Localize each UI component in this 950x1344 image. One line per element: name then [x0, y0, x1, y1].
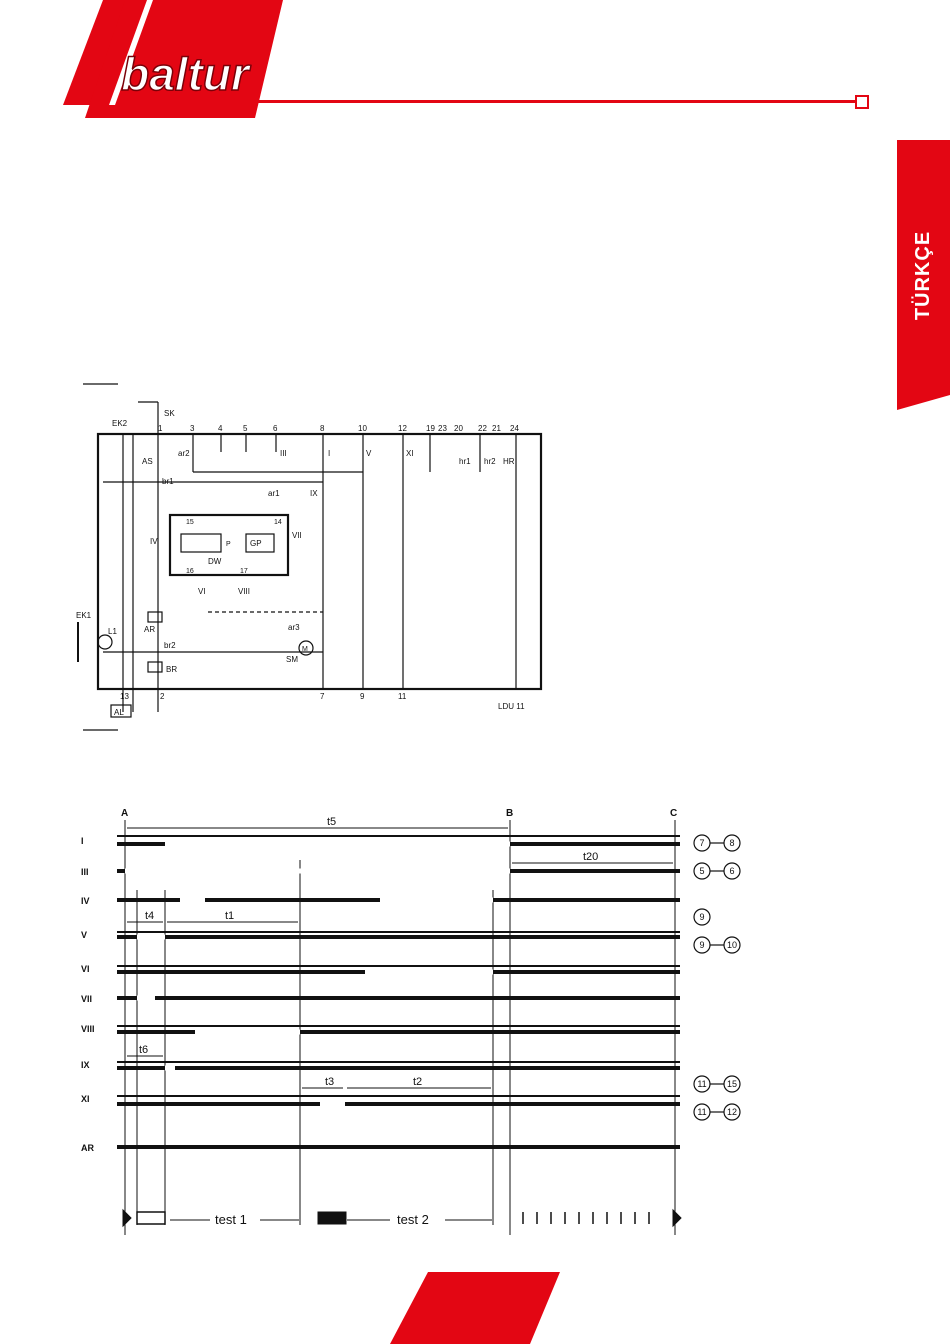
terminal-top: 6: [273, 424, 278, 433]
terminal-top: 3: [190, 424, 195, 433]
language-tab-label-wrap: [897, 140, 950, 410]
diagram-label-i: I: [328, 449, 331, 458]
inner-terminal: 14: [274, 519, 282, 526]
terminal-top: 1: [158, 424, 163, 433]
diagram-label-xi: XI: [406, 449, 414, 458]
row-label: IV: [81, 896, 90, 906]
ref-number: 8: [729, 838, 735, 848]
ref-number: 11: [697, 1079, 707, 1089]
terminal-top: 23: [438, 424, 447, 433]
inner-terminal: 16: [186, 568, 194, 575]
interval-t3: t3: [325, 1076, 335, 1088]
interval-arrows: [127, 828, 673, 1088]
header-rule: [258, 100, 856, 103]
footer-page-tab: [390, 1272, 560, 1344]
terminal-top: 12: [398, 424, 407, 433]
diagram-label-vii: VII: [292, 531, 302, 540]
diagram-label-as: AS: [142, 457, 153, 466]
ref-number: 9: [699, 940, 705, 950]
terminal-top: 10: [358, 424, 367, 433]
terminal-top: 21: [492, 424, 501, 433]
diagram-label-iv: IV: [150, 537, 158, 546]
reference-circles: [694, 835, 740, 1120]
terminal-bottom: 2: [160, 692, 165, 701]
marker-lines: [125, 820, 675, 1235]
diagram-model-label: LDU 11: [498, 702, 525, 711]
interval-t4: t4: [145, 910, 155, 922]
terminal-top: 8: [320, 424, 325, 433]
terminal-top: 4: [218, 424, 223, 433]
ref-number: 9: [699, 912, 705, 922]
phase-test-1: test 1: [215, 1212, 247, 1227]
diagram-label-gp: GP: [250, 539, 262, 548]
ref-number: 6: [729, 866, 735, 876]
diagram-label-vi: VI: [198, 587, 206, 596]
diagram-label-v: V: [366, 449, 372, 458]
marker-b: B: [506, 808, 514, 819]
diagram-label-br2: br2: [164, 641, 176, 650]
wiring-diagram: [78, 372, 538, 742]
inner-box-terminals: [186, 519, 282, 575]
diagram-label-hr1: hr1: [459, 457, 471, 466]
terminal-bottom: 9: [360, 692, 365, 701]
marker-labels: [121, 808, 677, 819]
interval-t2: t2: [413, 1076, 423, 1088]
diagram-label-ar2: ar2: [178, 449, 190, 458]
terminal-top: 20: [454, 424, 463, 433]
terminal-top: 22: [478, 424, 487, 433]
diagram-label-dw: DW: [208, 557, 222, 566]
diagram-label-ek2: EK2: [112, 419, 128, 428]
brand-name: baltur: [121, 48, 249, 100]
terminal-bottom: 11: [398, 692, 407, 701]
row-label: VII: [81, 994, 93, 1004]
ref-number: 7: [699, 838, 705, 848]
diagram-label-ar3: ar3: [288, 623, 300, 632]
terminal-top: 5: [243, 424, 248, 433]
ref-number: 15: [726, 1079, 738, 1089]
diagram-label-br: BR: [166, 665, 178, 674]
ref-number: 10: [726, 940, 738, 950]
row-label: I: [81, 836, 84, 846]
terminal-numbers-bottom: [120, 692, 407, 701]
terminal-bottom: 7: [320, 692, 325, 701]
ref-number: 11: [697, 1107, 707, 1117]
inner-terminal: 17: [240, 568, 248, 575]
marker-a: A: [121, 808, 129, 819]
ref-number: 5: [699, 866, 705, 876]
diagram-label-ar: AR: [144, 625, 156, 634]
terminal-top: 19: [426, 424, 435, 433]
diagram-label-ar1: ar1: [268, 489, 280, 498]
diagram-label-br1: br1: [162, 477, 174, 486]
terminal-bottom: 13: [120, 692, 129, 701]
row-labels: [81, 836, 95, 1153]
diagram-label-m: M: [302, 646, 308, 653]
diagram-label-sk: SK: [164, 409, 175, 418]
circled-reference-numbers: [697, 838, 737, 1117]
interval-t6: t6: [139, 1044, 149, 1056]
diagram-label-viii: VIII: [238, 587, 251, 596]
row-label: VIII: [81, 1024, 95, 1034]
language-tab-label: TÜRKÇE: [912, 230, 934, 320]
marker-c: C: [670, 808, 678, 819]
timing-diagram: [75, 800, 775, 1250]
ref-number: 12: [726, 1107, 738, 1117]
interval-t1: t1: [225, 910, 235, 922]
row-label: VI: [81, 964, 90, 974]
diagram-label-al: AL: [114, 708, 124, 717]
diagram-label-l1: L1: [108, 627, 117, 636]
phase-test-2: test 2: [397, 1212, 429, 1227]
row-label: V: [81, 930, 88, 940]
diagram-label-ek1: EK1: [76, 611, 92, 620]
diagram-label-iii: III: [280, 449, 287, 458]
header-end-square: [855, 95, 869, 109]
diagram-label-hr: HR: [503, 457, 515, 466]
terminal-top: 24: [510, 424, 519, 433]
interval-t20: t20: [583, 851, 599, 863]
waiting-ticks: [523, 1212, 649, 1224]
interval-t5: t5: [327, 816, 337, 828]
row-label: AR: [81, 1143, 94, 1153]
row-label: III: [81, 867, 89, 877]
terminal-numbers-top: [158, 424, 519, 433]
diagram-label-hr2: hr2: [484, 457, 496, 466]
diagram-label-sm: SM: [286, 655, 298, 664]
diagram-label-ix: IX: [310, 489, 318, 498]
interval-labels: [139, 816, 598, 1088]
row-label: IX: [81, 1060, 90, 1070]
row-label: XI: [81, 1094, 90, 1104]
inner-terminal: 15: [186, 519, 194, 526]
diagram-label-p: P: [226, 541, 231, 548]
signal-tracks: [117, 836, 680, 1147]
